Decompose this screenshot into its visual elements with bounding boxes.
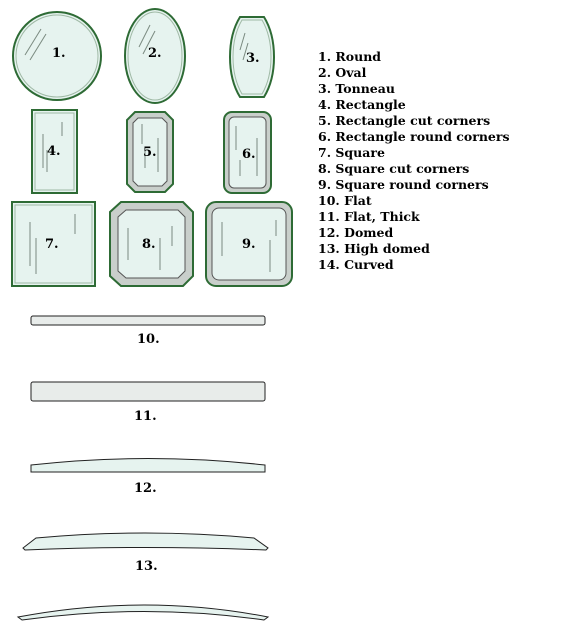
shape-label-rectangle-cut-corners: 5. [143,145,157,160]
legend-item-domed: 12. Domed [318,225,394,240]
shape-label-flat: 10. [137,332,160,347]
shape-round [13,12,101,100]
legend-item-curved: 14. Curved [318,257,394,272]
shape-rectangle [32,110,77,193]
shape-label-high-domed: 13. [135,559,158,574]
profile-high-domed [23,533,268,574]
legend-item-square-round-corners: 9. Square round corners [318,177,489,192]
shape-rectangle-round-corners [224,112,271,193]
shape-square [12,202,95,286]
profile-flat-thick [31,382,265,424]
shape-square-round-corners [206,202,292,286]
shape-tonneau [230,17,274,97]
profile-flat [31,316,265,347]
shape-square-cut-corners [110,202,193,286]
shape-rectangle-cut-corners [127,112,173,192]
legend-item-square: 7. Square [318,145,385,160]
shape-label-oval: 2. [148,46,162,61]
shape-label-rectangle: 4. [47,144,61,159]
shape-label-square-cut-corners: 8. [142,237,156,252]
legend-item-flat: 10. Flat [318,193,372,208]
shape-label-tonneau: 3. [246,51,260,66]
shape-label-domed: 12. [134,481,157,496]
shape-legend [318,49,510,273]
legend-item-high-domed: 13. High domed [318,241,430,256]
shape-label-flat-thick: 11. [134,409,157,424]
profile-domed [31,459,265,497]
shape-oval [125,9,185,103]
legend-item-round: 1. Round [318,49,382,64]
legend-item-oval: 2. Oval [318,65,367,80]
legend-item-rectangle-round-corners: 6. Rectangle round corners [318,129,510,144]
legend-item-flat-thick: 11. Flat, Thick [318,209,420,224]
legend-item-tonneau: 3. Tonneau [318,81,395,96]
shape-label-square: 7. [45,237,59,252]
shape-label-round: 1. [52,46,66,61]
profile-curved [18,605,268,620]
shape-label-rectangle-round-corners: 6. [242,147,256,162]
legend-item-rectangle-cut-corners: 5. Rectangle cut corners [318,113,491,128]
legend-item-square-cut-corners: 8. Square cut corners [318,161,470,176]
legend-item-rectangle: 4. Rectangle [318,97,406,112]
shape-label-square-round-corners: 9. [242,237,256,252]
